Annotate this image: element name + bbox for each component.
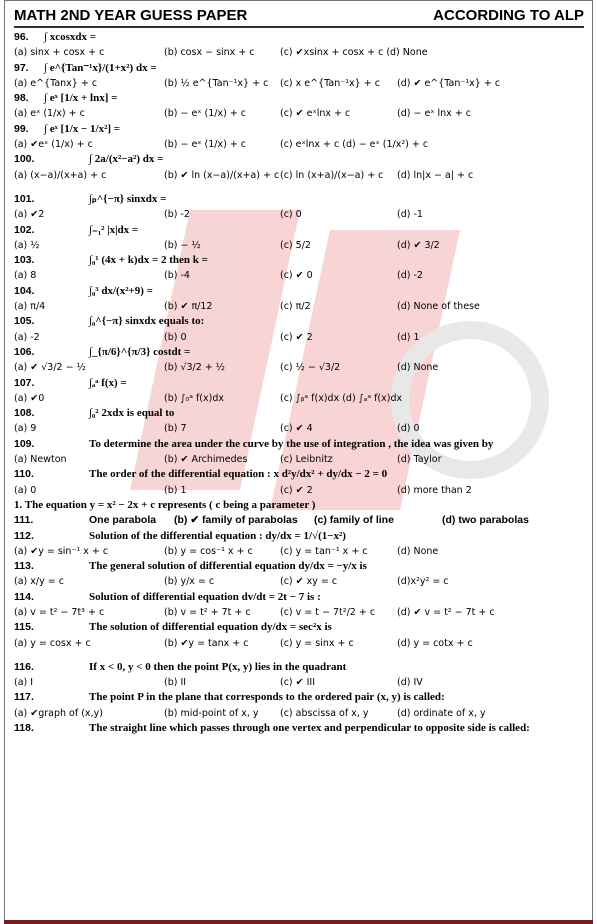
question-text: Solution of the differential equation : dy/dx = 1/√(1−x²) <box>89 529 346 542</box>
option-a: (a) (x−a)/(x+a) + c <box>14 169 107 181</box>
question-number: 97. <box>14 61 29 74</box>
option-c: (c) ½ − √3/2 <box>280 362 341 374</box>
option-b: (b) v = t² + 7t + c <box>164 606 251 618</box>
option-c: (c) y = sinx + c <box>280 637 354 649</box>
options-row <box>14 421 584 436</box>
question-row <box>14 437 584 452</box>
option-a: (a) v = t² − 7t³ + c <box>14 606 105 618</box>
option-a: (a) y = cosx + c <box>14 637 91 649</box>
question-row <box>14 253 584 268</box>
question-text: The point P in the plane that corresponds to the ordered pair (x, y) is called: <box>89 691 445 704</box>
question-row <box>14 620 584 635</box>
option-d: (d) y = cotx + c <box>397 637 473 649</box>
question-row <box>14 590 584 605</box>
option-a: (a) -2 <box>14 331 40 343</box>
option-c: (c) y = tan⁻¹ x + c <box>280 545 368 557</box>
question-row <box>14 690 584 705</box>
options-row <box>14 513 584 528</box>
options-row <box>14 330 584 345</box>
option-d: (d) None <box>397 545 439 557</box>
option-b: (b) -4 <box>164 270 190 282</box>
question-row <box>14 122 584 137</box>
question-text: ∫ e^{Tan⁻¹x}/(1+x²) dx = <box>44 61 157 74</box>
question-row <box>14 192 584 207</box>
option-d: (d) ln|x − a| + c <box>397 169 474 181</box>
question-number: 109. <box>14 437 35 450</box>
question-text: 1. The equation y = x² − 2x + c represents ( c being a parameter ) <box>14 498 316 511</box>
option-a: (a) ✔0 <box>14 392 45 404</box>
option-c: (c) eˣlnx + c (d) − eˣ (1/x²) + c <box>280 139 429 151</box>
option-a: (a) x/y = c <box>14 576 64 588</box>
question-number: 115. <box>14 621 34 634</box>
option-d: (d) 0 <box>397 423 420 435</box>
option-d: (d) two parabolas <box>442 514 529 527</box>
option-c: (c) ✔ 2 <box>280 484 313 496</box>
question-number: 104. <box>14 284 35 297</box>
option-a: (a) eˣ (1/x) + c <box>14 108 85 120</box>
option-c: (c) family of line <box>314 514 394 527</box>
option-a: (a) π/4 <box>14 301 46 313</box>
question-number: 100. <box>14 153 35 166</box>
question-number: 102. <box>14 223 35 236</box>
options-row <box>14 574 584 589</box>
question-number: 105. <box>14 315 35 328</box>
question-number: 114. <box>14 590 34 603</box>
question-row <box>14 91 584 106</box>
question-text: ∫ 2a/(x²−a²) dx = <box>89 153 164 166</box>
question-text: ∫_{π/6}^{π/3} costdt = <box>89 345 191 358</box>
question-number: 96. <box>14 31 29 43</box>
option-b: (b) − eˣ (1/x) + c <box>164 139 247 151</box>
question-row <box>14 406 584 421</box>
question-text: ∫₀³ dx/(x²+9) = <box>89 284 153 297</box>
option-a: (a) 0 <box>14 484 37 496</box>
question-row <box>14 345 584 360</box>
spacer <box>14 651 584 660</box>
option-d: (d) more than 2 <box>397 484 472 496</box>
option-b: (b) -2 <box>164 209 190 221</box>
question-number: 99. <box>14 122 29 135</box>
question-number: 103. <box>14 254 35 267</box>
options-row <box>14 299 584 314</box>
options-row <box>14 706 584 721</box>
options-row <box>14 207 584 222</box>
option-b: (b) II <box>164 677 187 689</box>
options-row <box>14 452 584 467</box>
option-c: (c) ✔ III <box>280 677 316 689</box>
question-number: 101. <box>14 192 35 205</box>
option-b: (b) 1 <box>164 484 187 496</box>
option-d: (d)x²y² = c <box>397 576 449 588</box>
options-row <box>14 483 584 498</box>
options-row <box>14 360 584 375</box>
option-b: (b) ✔ Archimedes <box>164 454 248 466</box>
question-number: 110. <box>14 468 34 481</box>
options-row <box>14 268 584 283</box>
option-a: (a) 8 <box>14 270 37 282</box>
footer-bar <box>4 920 593 924</box>
question-row <box>14 559 584 574</box>
options-row <box>14 76 584 91</box>
option-d: (d) ✔ 3/2 <box>397 239 440 251</box>
option-b: (b) y = cos⁻¹ x + c <box>164 545 253 557</box>
page-subtitle: ACCORDING TO ALP <box>433 7 584 24</box>
option-a: (a) ✔ √3/2 − ½ <box>14 362 86 374</box>
option-b: (b) − eˣ (1/x) + c <box>164 108 247 120</box>
question-text: ∫₀^{−π} sinxdx equals to: <box>89 315 205 328</box>
option-a: (a) e^{Tanx} + c <box>14 77 98 89</box>
option-b: (b) ✔ family of parabolas <box>174 514 298 527</box>
option-c: (c) abscissa of x, y <box>280 707 369 719</box>
option-a: (a) ✔y = sin⁻¹ x + c <box>14 545 109 557</box>
question-number: 117. <box>14 691 34 704</box>
question-number: 113. <box>14 560 34 573</box>
option-b: (b) mid-point of x, y <box>164 707 259 719</box>
question-number: 107. <box>14 376 35 389</box>
option-c: (c) x e^{Tan⁻¹x} + c <box>280 77 380 89</box>
question-row <box>14 30 584 45</box>
option-c: (c) ln (x+a)/(x−a) + c <box>280 169 384 181</box>
option-c: (c) π/2 <box>280 301 311 313</box>
options-row <box>14 636 584 651</box>
option-b: (b) 7 <box>164 423 187 435</box>
option-b: (b) cosx − sinx + c <box>164 47 255 59</box>
question-row <box>14 223 584 238</box>
option-b: (b) y/x = c <box>164 576 215 588</box>
option-c: (c) ✔ 2 <box>280 331 313 343</box>
option-a: (a) ½ <box>14 239 40 251</box>
question-list <box>14 30 584 736</box>
question-text: ∫ xcosxdx = <box>44 31 97 43</box>
question-row <box>14 498 584 513</box>
question-row <box>14 721 584 736</box>
page-header <box>14 4 584 28</box>
options-row <box>14 391 584 406</box>
question-number: 111. <box>14 514 34 527</box>
question-number: 118. <box>14 722 34 735</box>
option-c: (c) Leibnitz <box>280 454 333 466</box>
option-d: (d) None <box>397 362 439 374</box>
question-text: ∫₀¹ (4x + k)dx = 2 then k = <box>89 254 208 267</box>
option-c: (c) ✔ 4 <box>280 423 313 435</box>
option-d: (d) ✔ e^{Tan⁻¹x} + c <box>397 77 501 89</box>
question-text: The order of the differential equation : x d²y/dx² + dy/dx − 2 = 0 <box>89 468 388 481</box>
question-text: ∫₋₁² |x|dx = <box>89 223 139 236</box>
question-row <box>14 529 584 544</box>
option-d: (d) IV <box>397 677 423 689</box>
options-row <box>14 238 584 253</box>
option-a: (a) 9 <box>14 423 37 435</box>
question-text: ∫₀² 2xdx is equal to <box>89 407 175 420</box>
options-row <box>14 675 584 690</box>
question-text: ∫ₐᵃ f(x) = <box>89 376 127 389</box>
question-text: The general solution of differential equation dy/dx = −y/x is <box>89 560 367 573</box>
question-number: 112. <box>14 529 34 542</box>
option-b: (b) ✔ ln (x−a)/(x+a) + c <box>164 169 280 181</box>
question-row <box>14 152 584 167</box>
option-d: (d) -1 <box>397 209 423 221</box>
option-d: (d) None of these <box>397 301 480 313</box>
option-c: (c) 5/2 <box>280 239 311 251</box>
options-row <box>14 544 584 559</box>
options-row <box>14 137 584 152</box>
question-text: The solution of differential equation dy/dx = sec²x is <box>89 621 332 634</box>
option-c: (c) ✔ eˣlnx + c <box>280 108 351 120</box>
options-row <box>14 605 584 620</box>
option-d: (d) -2 <box>397 270 423 282</box>
option-b: (b) − ½ <box>164 239 201 251</box>
option-b: (b) ✔y = tanx + c <box>164 637 249 649</box>
question-text: Solution of differential equation dv/dt = 2t − 7 is : <box>89 590 321 603</box>
option-c: (c) ✔xsinx + cosx + c (d) None <box>280 47 428 59</box>
option-a: (a) sinx + cosx + c <box>14 47 105 59</box>
question-text: If x < 0, y < 0 then the point P(x, y) lies in the quadrant <box>89 660 347 673</box>
option-b: (b) √3/2 + ½ <box>164 362 226 374</box>
question-number: 108. <box>14 407 35 420</box>
option-d: (d) ✔ v = t² − 7t + c <box>397 606 495 618</box>
options-row <box>14 106 584 121</box>
option-b: (b) ∫₀ᵃ f(x)dx <box>164 392 224 404</box>
spacer <box>14 183 584 192</box>
option-a: (a) ✔graph of (x,y) <box>14 707 103 719</box>
option-a: (a) ✔2 <box>14 209 45 221</box>
question-row <box>14 376 584 391</box>
options-row <box>14 45 584 60</box>
question-row <box>14 61 584 76</box>
question-row <box>14 467 584 482</box>
question-text: ∫ eˣ [1/x + lnx] = <box>44 92 118 105</box>
question-row <box>14 314 584 329</box>
option-c: (c) 0 <box>280 209 302 221</box>
option-c: (c) ✔ xy = c <box>280 576 338 588</box>
option-b: (b) 0 <box>164 331 187 343</box>
question-number: 98. <box>14 92 29 105</box>
option-d: (d) ordinate of x, y <box>397 707 486 719</box>
option-a: (a) ✔eˣ (1/x) + c <box>14 139 93 151</box>
options-row <box>14 168 584 183</box>
option-b: (b) ½ e^{Tan⁻¹x} + c <box>164 77 269 89</box>
option-d: (d) 1 <box>397 331 420 343</box>
option-a: One parabola <box>89 514 157 527</box>
question-text: To determine the area under the curve by the use of integration , the idea was given by <box>89 437 494 450</box>
option-c: (c) v = t − 7t²/2 + c <box>280 606 376 618</box>
option-a: (a) I <box>14 677 34 689</box>
question-text: The straight line which passes through one vertex and perpendicular to opposite side is called: <box>89 722 530 735</box>
question-row <box>14 660 584 675</box>
question-row <box>14 284 584 299</box>
question-number: 116. <box>14 660 34 673</box>
option-b: (b) ✔ π/12 <box>164 301 213 313</box>
option-d: (d) − eˣ lnx + c <box>397 108 472 120</box>
option-a: (a) Newton <box>14 454 67 466</box>
page-title: MATH 2ND YEAR GUESS PAPER <box>14 7 248 24</box>
option-c: (c) ∫ᵦᵃ f(x)dx (d) ∫ₐᵃ f(x)dx <box>280 392 403 404</box>
question-text: ∫ eˣ [1/x − 1/x²] = <box>44 122 121 135</box>
question-number: 106. <box>14 345 35 358</box>
question-text: ∫ₚ^{−π} sinxdx = <box>89 192 167 205</box>
option-d: (d) Taylor <box>397 454 442 466</box>
option-c: (c) ✔ 0 <box>280 270 313 282</box>
